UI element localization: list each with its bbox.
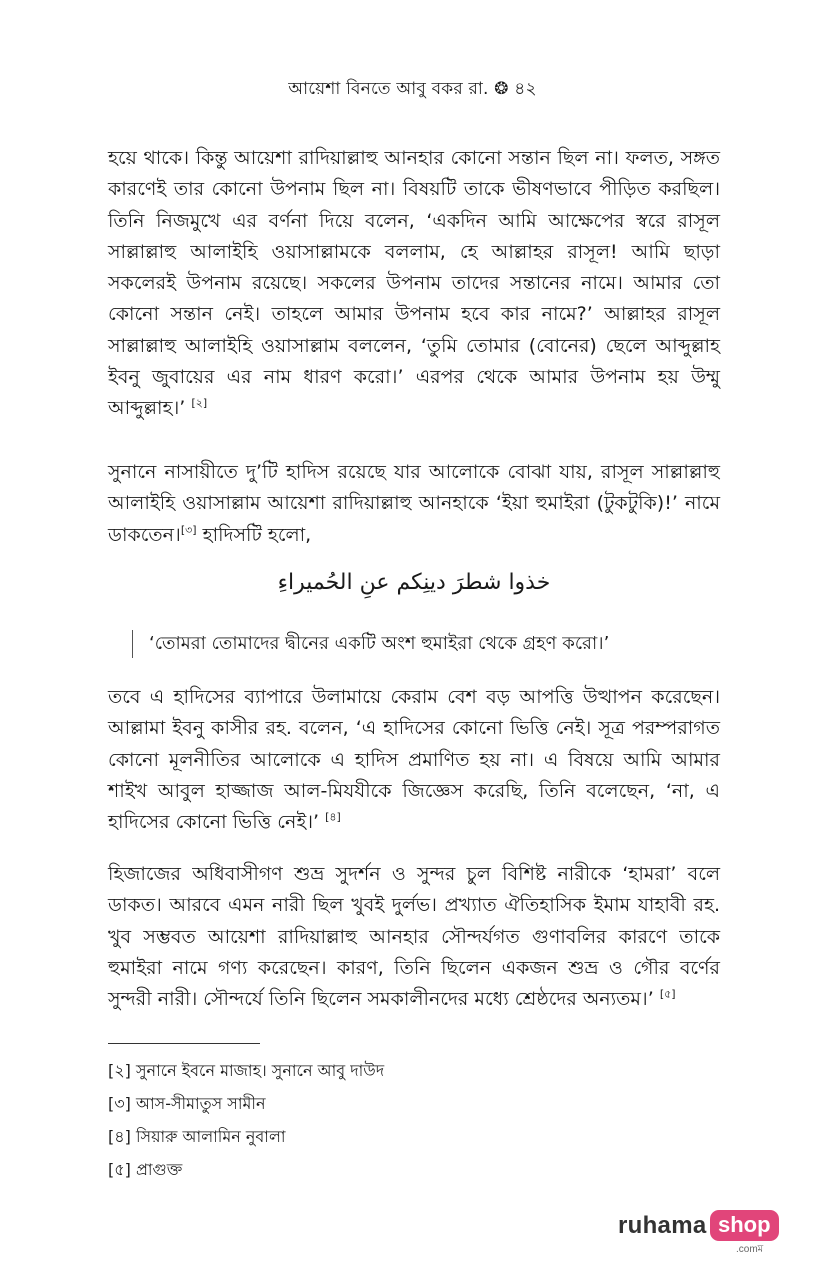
footnote-item: [৪] সিয়ারু আলামিন নুবালা xyxy=(108,1127,286,1146)
paragraph-text: হাদিসটি হলো, xyxy=(196,523,312,546)
hadith-translation-quote: ‘তোমরা তোমাদের দ্বীনের একটি অংশ হুমাইরা থেকে গ্রহণ করো।’ xyxy=(132,630,729,658)
paragraph-kunya xyxy=(108,143,720,425)
paragraph-hamra xyxy=(108,859,720,1015)
paragraph-text: হিজাজের অধিবাসীগণ শুভ্র সুদর্শন ও সুন্দর চুল বিশিষ্ট নারীকে ‘হামরা’ বলে ডাকত। আরবে এমন নারী ছিল খুবই দুর্লভ। প্রখ্যাত ঐতিহাসিক ইমাম যাহাবী রহ. খুব সম্ভবত আয়েশা রাদিয়াল্লাহু আনহার সৌন্দর্যগত গুণাবলির কারণে তাকে হুমাইরা নামে গণ্য করেছেন। কারণ, তিনি ছিলেন একজন শুভ্র ও গৌর বর্ণের সুন্দরী নারী। সৌন্দর্যে তিনি ছিলেন সমকালীনদের মধ্যে শ্রেষ্ঠদের অন্যতম।’ xyxy=(108,863,720,1011)
arabic-hadith: خذوا شطرَ دينِكم عنِ الحُميراءِ xyxy=(277,570,551,595)
ruhamashop-logo xyxy=(618,1210,778,1254)
paragraph-objection xyxy=(108,682,720,838)
footnote-item: [২] সুনানে ইবনে মাজাহ। সুনানে আবু দাউদ xyxy=(108,1061,385,1080)
footnote-divider xyxy=(108,1043,260,1044)
footnote-item: [৩] আস-সীমাতুস সামীন xyxy=(108,1094,266,1113)
logo-wordmark: ruhama xyxy=(618,1212,707,1239)
footnote-ref[interactable]: [২] xyxy=(191,397,208,411)
footnote-ref[interactable]: [৫] xyxy=(659,987,676,1001)
footnote-ref[interactable]: [৪] xyxy=(325,810,341,824)
paragraph-text: সুনানে নাসায়ীতে দু’টি হাদিস রয়েছে যার আলোকে বোঝা যায়, রাসূল সাল্লাল্লাহু আলাইহি ওয়াসাল্লাম আয়েশা রাদিয়াল্লাহু আনহাকে ‘ইয়া হুমাইরা (টুকটুকি)!’ নামে ডাকতেন। xyxy=(108,461,720,546)
running-header: আয়েশা বিনতে আবু বকর রা. ❂ ৪২ xyxy=(288,79,537,99)
logo-badge: shop xyxy=(710,1210,779,1241)
paragraph-humaira xyxy=(108,457,720,551)
logo-domain: .comম xyxy=(736,1244,764,1255)
footnote-ref[interactable]: [৩] xyxy=(180,523,197,537)
paragraph-text: হয়ে থাকে। কিন্তু আয়েশা রাদিয়াল্লাহু আনহার কোনো সন্তান ছিল না। ফলত, সঙ্গত কারণেই তার কোনো উপনাম ছিল না। বিষয়টি তাকে ভীষণভাবে পীড়িত করছিল। তিনি নিজমুখে এর বর্ণনা দিয়ে বলেন, ‘একদিন আমি আক্ষেপের স্বরে রাসূল সাল্লাল্লাহু আলাইহি ওয়াসাল্লামকে বললাম, হে আল্লাহর রাসূল! আমি ছাড়া সকলেরই উপনাম রয়েছে। সকলের উপনাম তাদের সন্তানের নামে। আমার তো কোনো সন্তান নেই। তাহলে আমার উপনাম হবে কার নামে?’ আল্লাহর রাসূল সাল্লাল্লাহু আলাইহি ওয়াসাল্লাম বললেন, ‘তুমি তোমার (বোনের) ছেলে আব্দুল্লাহ ইবনু জুবায়ের এর নাম ধারণ করো।’ এরপর থেকে আমার উপনাম হয় উম্মু আব্দুল্লাহ।’ xyxy=(108,147,720,420)
footnote-item: [৫] প্রাগুক্ত xyxy=(108,1160,183,1179)
footnotes xyxy=(108,1054,720,1186)
paragraph-text: তবে এ হাদিসের ব্যাপারে উলামায়ে কেরাম বেশ বড় আপত্তি উত্থাপন করেছেন। আল্লামা ইবনু কাসীর রহ. বলেন, ‘এ হাদিসের কোনো ভিত্তি নেই। সূত্র পরম্পরাগত কোনো মূলনীতির আলোকে এ হাদিস প্রমাণিত হয় না। এ বিষয়ে আমি আমার শাইখ আবুল হাজ্জাজ আল-মিযযীকে জিজ্ঞেস করেছি, তিনি বলেছেন, ‘না, এ হাদিসের কোনো ভিত্তি নেই।’ xyxy=(108,686,720,834)
